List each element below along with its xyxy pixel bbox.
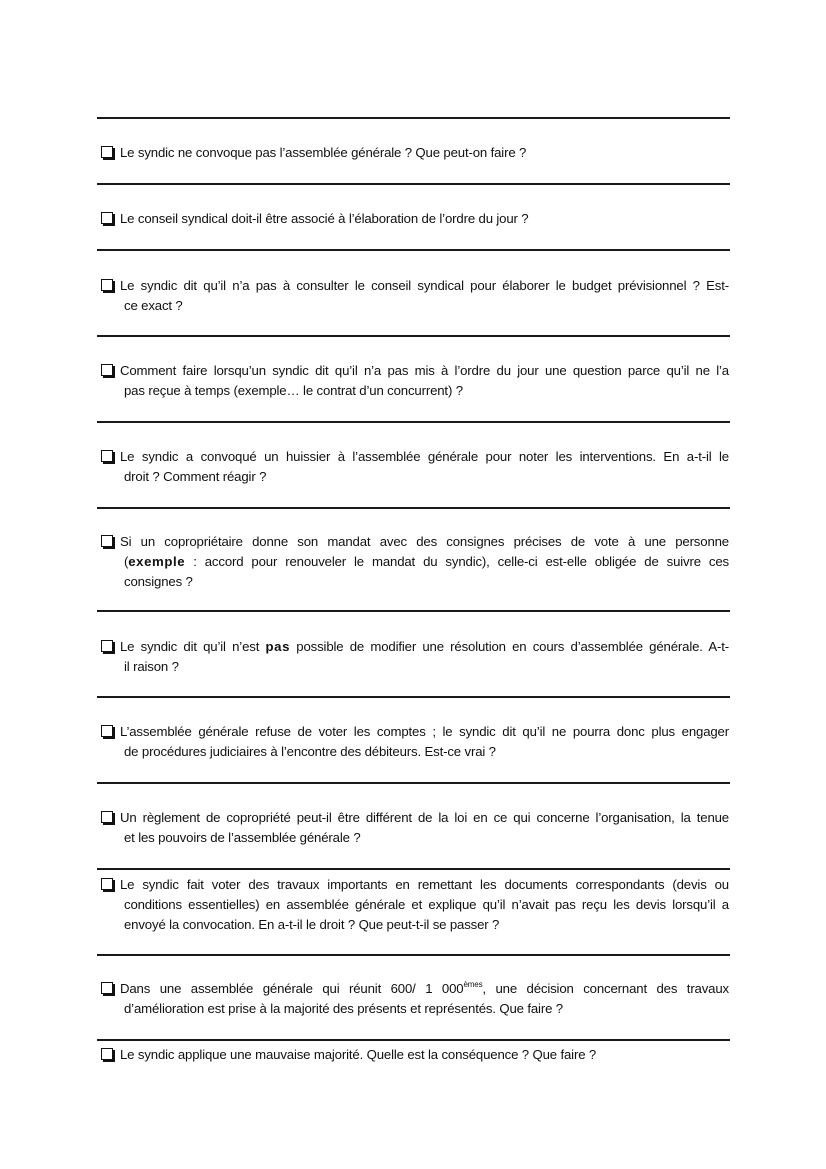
question-text: Si un copropriétaire donne son mandat avec des consignes précises de vote à une personne [120,534,729,549]
checkbox-icon[interactable] [101,725,113,737]
question-text: L’assemblée générale refuse de voter les comptes ; le syndic dit qu’il ne pourra donc plus engager [120,724,729,739]
superscript-text: èmes [463,980,483,989]
question-text: : accord pour renouveler le mandat du syndic), celle-ci est-elle obligée de suivre ces [185,554,729,569]
checkbox-icon[interactable] [101,279,113,291]
separator-rule [97,696,730,698]
checkbox-icon[interactable] [101,811,113,823]
question-text: Le syndic a convoqué un huissier à l’assemblée générale pour noter les interventions. En a-t-il le [120,449,729,464]
separator-rule [97,421,730,423]
question-item [101,808,729,848]
checkbox-icon[interactable] [101,982,113,994]
question-text: d’amélioration est prise à la majorité des présents et représentés. Que faire ? [124,1001,563,1016]
separator-rule [97,249,730,251]
question-text: Le conseil syndical doit-il être associé à l’élaboration de l’ordre du jour ? [120,211,529,226]
separator-rule [97,782,730,784]
question-text: Le syndic dit qu’il n’a pas à consulter le conseil syndical pour élaborer le budget prévisionnel ? Est- [120,278,729,293]
checkbox-icon[interactable] [101,1048,113,1060]
question-text: conditions essentielles) en assemblée générale et explique qu’il n’avait pas reçu les devis lorsqu’il a [124,897,729,912]
question-text: possible de modifier une résolution en cours d’assemblée générale. A-t- [290,639,729,654]
question-item [101,979,729,1019]
separator-rule [97,1039,730,1041]
question-text: ( [124,554,129,569]
separator-rule [97,868,730,870]
question-text: , une décision concernant des travaux [482,981,729,996]
question-item [101,722,729,762]
question-text: de procédures judiciaires à l’encontre des débiteurs. Est-ce vrai ? [124,744,496,759]
checkbox-icon[interactable] [101,878,113,890]
separator-rule [97,117,730,119]
question-text: consignes ? [124,574,193,589]
question-text: ce exact ? [124,298,183,313]
checkbox-icon[interactable] [101,146,113,158]
question-text: Le syndic fait voter des travaux importants en remettant les documents correspondants (devis ou [120,877,729,892]
question-text: Le syndic ne convoque pas l’assemblée générale ? Que peut-on faire ? [120,145,527,160]
separator-rule [97,335,730,337]
question-text: Comment faire lorsqu’un syndic dit qu’il n’a pas mis à l’ordre du jour une question parce qu’il ne l’a [120,363,729,378]
checkbox-icon[interactable] [101,640,113,652]
question-item [101,532,729,592]
question-item [101,447,729,487]
question-item [101,276,729,316]
checkbox-icon[interactable] [101,364,113,376]
question-text: Le syndic applique une mauvaise majorité. Quelle est la conséquence ? Que faire ? [120,1047,597,1062]
question-text: Dans une assemblée générale qui réunit 600/ 1 000 [120,981,464,996]
checkbox-icon[interactable] [101,535,113,547]
question-item [101,209,729,229]
checkbox-icon[interactable] [101,450,113,462]
question-text: droit ? Comment réagir ? [124,469,267,484]
question-text: Un règlement de copropriété peut-il être différent de la loi en ce qui concerne l’organisation, la tenue [120,810,729,825]
emphasis-text: pas [265,639,291,654]
question-item [101,637,729,677]
separator-rule [97,610,730,612]
checkbox-icon[interactable] [101,212,113,224]
separator-rule [97,954,730,956]
question-text: Le syndic dit qu’il n’est [120,639,266,654]
question-text: il raison ? [124,659,179,674]
question-text: envoyé la convocation. En a-t-il le droit ? Que peut-t-il se passer ? [124,917,500,932]
question-text: pas reçue à temps (exemple… le contrat d’un concurrent) ? [124,383,463,398]
question-item [101,361,729,401]
separator-rule [97,507,730,509]
question-item [101,143,729,163]
separator-rule [97,183,730,185]
question-text: et les pouvoirs de l’assemblée générale ? [124,830,361,845]
emphasis-text: exemple [128,554,186,569]
question-item [101,1045,729,1065]
question-item [101,875,729,935]
